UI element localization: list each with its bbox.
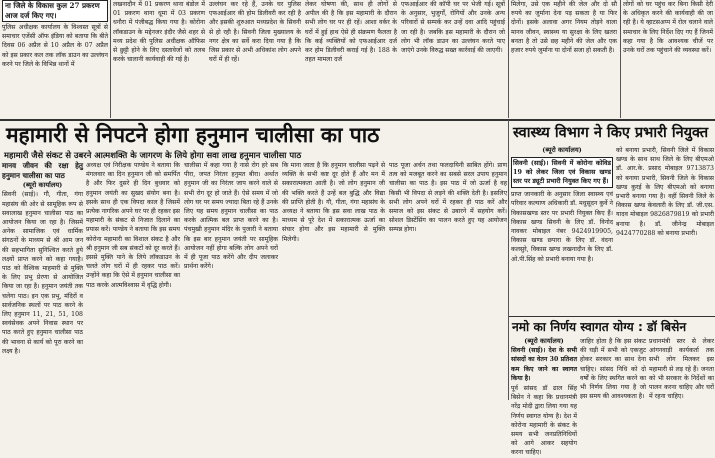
divider	[620, 0, 621, 118]
lower-col-b-text: जाहिर होता है कि इस संकट की घड़ी में सभी को एकजुट होकर सरकार का साथ देना चाहिए। सांसद निधि को दो वर्षों के लिए स्थगित करने का भी निर्णय लिया गया है जो इस समय की आवश्यकता है।	[580, 338, 646, 401]
main-col-4	[282, 161, 385, 400]
lower-col-c	[649, 337, 714, 400]
lower-col-a-text: पूर्व सांसद डॉ ढाल सिंह बिसेन ने कहा कि प्रधानमंत्री नरेंद्र मोदी द्वारा लिया गया यह निर्णय स्वागत योग्य है। देश में कोरोना महामारी के संकट के समय सभी जनप्रतिनिधियों को आगे आकर सहयोग करना चाहिए।	[511, 385, 577, 457]
main-col-5-text: पाठ पूजा अर्चन तथा फलदायिनी साबित होंगे। प्राण तत्व को मजबूत करने का सबसे सरल उपाय हनुमान चालीसा का पाठ है। इस पाठ में जो ऊर्जा है वह किसी भी विपदा से लड़ने की शक्ति देती है। इसलिए सभी लोग अपने घरों में रहकर ही पाठ करें और समाज को इस संकट से उबारने में सहयोग करें। सोशल डिस्टेंसिंग का पालन करते हुए यह आयोजन सम्पन्न होगा।	[389, 162, 507, 234]
main-subhead: महामारी जैसे संकट से उबरने आत्मशक्ति के जागरण के लिये होगा सवा लाख हनुमान चालीसा पाठ	[4, 150, 302, 160]
main-col-2-text: अध्यक्ष एवं निरीक्षक पाण्डेय ने बताया कि मंगलवार का दिन हनुमान जी को समर्पित है और फिर दुसरे ही दिन बुधवार को हनुमान जयंती का सुखद संयोग बना है। इसके साथ ही एक विपदा काल है जिसमें प्रत्येक नागरिक अपने घर पर ही रहकर इस महामारी के संकट से निजात दिलाने का प्रयास करें। पाण्डेय ने बताया कि इस समय कोरोना महामारी का विशाल संकट है और श्री हनुमान जी सब संकटों को दूर करते हैं। इससे मुक्ति पाने के लिये लॉकडाउन के चलते लोग घरों में ही रहकर पाठ करें। उन्होंने कहा कि ऐसे में हनुमान चालीसा का पाठ करके आत्मविश्वास में वृद्धि होगी।	[86, 162, 180, 289]
byline: (ब्यूरो कार्यालय)	[22, 181, 63, 190]
right-col-b-text: को बनाया प्रभारी, सिवनी जिले में विकास खण्ड के साथ साथ जिले के लिए बीएमओ डॉ. आर.के. प्रसाद मोबाइल 9713873 को बनाया प्रभारी, सिवनी जिले के विकास खण्ड कुरई के लिए बीएमओ को बनाया प्रभारी बनाया गया है। वहीं सिवनी जिले के विकास खण्ड केवलारी के लिए डॉ. जी.एस. यादव मोबाइल 9826879819 को प्रभारी बनाया है। डॉ. जीनेन्द्र मोबाइल 9424770288 को बनाया प्रभारी।	[616, 147, 714, 237]
lower-headline: नमो का निर्णय स्वागत योग्य : डॉ बिसेन	[512, 320, 687, 334]
main-col-1-lead: मानव जीवन की रक्षा हेतु हनुमान चालीसा का पाठ	[2, 161, 83, 180]
top-col-4-text: लेकर घोषणा की, साथ ही लोगों से अपील की है कि इस महामारी के दौरान सभी लोग घर पर ही रहें। आशा वर्कर के घरों में हुई हाथ ऐसे ही संक्रमण फैलता है कि कई व्यक्तियों को एफआईआर दर्ज कर होम डिलीवरी कराई गई है। 188 के तहत मामला दर्ज	[305, 1, 397, 64]
lower-lead: सिवनी (साई)। देश के सभी सांसदों का वेतन 30 प्रतिशत कम किए जाने का स्वागत किया है।	[511, 347, 577, 382]
right-lead: सिवनी (साई)। सिवनी में कोरोना कोविड 19 को लेकर जिला एवं विकास खण्ड स्तर पर ड्यूटी प्रभारी नियुक्त किए गए हैं।	[511, 157, 613, 188]
main-col-2	[86, 161, 180, 400]
main-headline: महामारी से निपटने होगा हनुमान चालीसा का पाठ	[6, 123, 380, 147]
main-col-3-text: चालीसा में कहा गया है नासे रोग हरे सब पीरा, जपत निरंतर हनुमत बीरा। अर्थात हनुमान जी का निरंतर जाप करने वाले से सभी रोग दूर हो जाते हैं। ऐसे समय में जो लोग घर पर समय ज्यादा बिता रहे हैं उनके लिए यह समय हनुमान चालीसा का पाठ करके आत्मिक बल प्राप्त करने का है। पंचमुखी हनुमान मंदिर के पुजारी ने बताया कि इस बार हनुमान जयंती पर सामूहिक आयोजन नहीं होगा बल्कि लोग अपने घरों में ही पूजा पाठ करेंगे और दीप जलाकर प्रार्थना करेंगे।	[184, 162, 278, 271]
main-col-5	[389, 161, 507, 400]
divider	[110, 0, 111, 118]
lower-col-c-text: प्रधानमंत्री स्तर से लेकर आंगनवाड़ी कार्यकर्ता तक सभी लोग मिलकर इस महामारी से लड़ रहे हैं। जनता को भी सरकार के निर्देशों का पालन करना चाहिए और घरों में रहना चाहिए।	[649, 338, 714, 401]
top-col-3	[209, 0, 301, 118]
main-col-4-text: कि माना जाता है कि हनुमान चालीसा पढ़ने से व्यक्ति के सभी कष्ट दूर होते हैं और मन में सकारात्मकता आती है। जो लोग हनुमान जी की भक्ति करते हैं उन्हें बल बुद्धि और विद्या की प्राप्ति होती है। गौ, गीता, गंगा महासंघ के अध्यक्ष ने बताया कि इस सवा लाख पाठ के माध्यम से पूरे देश में सकारात्मक ऊर्जा का संचार होगा और इस महामारी से मुक्ति मिलेगी।	[282, 162, 385, 243]
top-col-1-text: पुलिस अधीक्षक कार्यालय के विश्वस्त सूत्रों से समाचार एजेंसी ऑफ इंडिया को बताया कि बीते दिवस 06 अप्रैल से 10 अप्रैल के 07 अप्रैल को इस प्रकार कल तक लॉक डाउन का उल्लंघन करने पर जिले के विभिन्न थानों में	[2, 24, 108, 68]
lower-col-b	[580, 337, 646, 400]
main-col-1	[2, 161, 83, 400]
byline: (ब्यूरो कार्यालय)	[542, 146, 582, 154]
top-col-1-boxed-2: आज दर्ज किए गए।	[5, 11, 57, 20]
top-col-2	[113, 0, 205, 118]
divider	[508, 0, 509, 118]
right-col-a-text: प्राप्त जानकारी के अनुसार जिला स्वास्थ्य एवं परिवार कल्याण अधिकारी डॉ. मधुसूदन कुर्वे ने विकासखण्ड स्तर पर प्रभारी नियुक्त किए हैं। विकास खण्ड सिवनी के लिए डॉ. विनोद नावकर मोबाइल नंबर 9424919905, विकास खण्ड छपारा के लिए डॉ. वंदना कलसुरे, विकास खण्ड लखनादौन के लिए डॉ. ओ.पी.सिंह को प्रभारी बनाया गया है।	[511, 191, 613, 263]
right-col-b	[616, 146, 714, 316]
divider	[508, 120, 509, 400]
top-col-2-text: लखनादौन में 01 प्रकरण थाना बंडोल में 01 प्रकरण थाना धूमा में 03 प्रकरण धनौरा में पंजीबद्ध किया गया है। कोरोना लॉकडाउन के मद्देनजर इंदौर जैसे शहर से मध्य प्रदेश की पुलिस अधीक्षक ऑफिस से छुट्टी होने के लिए दस्तावेजों को तलब करके चालानी कार्यवाही की गई है।	[113, 1, 205, 64]
top-col-1	[2, 0, 108, 118]
top-col-3-text: उल्लंघन कर रहे हैं, उनके घर पुलिस एफआईआर की होम डिलीवरी कर रही है और इसकी शुरुआत मध्यप्रदेश के सिवनी से हो रही है। सिवनी जिला मुख्यालय के नगर क्षेत्र का सर्वे करा दिया गया है कि जिस प्रकार से अभी अधिकांश लोग अपने घरों में ही रहें।	[209, 1, 301, 64]
top-col-7-text: लोगों को घर पहुंच कर बिना किसी देरी के अधिकृत करने की कार्यवाही की जा रही है। ये व्हाटसअप्प में रोल चलाने वाले समाचार के लिए निर्देश दिए गए हैं जिनमें कहा गया है कि आवश्यक चीजें पर उनके घरों तक पहुंचाने की व्यवस्था करें।	[623, 1, 713, 55]
top-col-7	[623, 0, 713, 118]
byline: (ब्यूरो कार्यालय)	[524, 337, 564, 345]
main-col-1-text: सिवनी (साई)। गौ, गीता, गंगा महासंघ की ओर से सामूहिक रूप से सवालाख हनुमान चालीसा पाठ का आयोजन किया जा रहा है। जिसमें अनेक सामाजिक एवं धार्मिक संगठनों के माध्यम से श्री आम जन की सहभागिता सुनिश्चित करते हुये लक्ष्यों प्राप्त करने को कहा गयाहै। पाठ को वैश्विक माहमारी से मुक्ति के लिए प्रभु प्रेरणा से आयोजित किया जा रहा है। हनुमान जयंती तक चलेगा पाठ। इन एक प्रभु, मंदिरों व सार्वजनिक स्थलों पर पाठ करने के लिए हनुमान 11, 21, 51, 108 स्वयंसेवक अपने निवास स्थान पर पाठ करते हुए हनुमान चालीसा पाठ की भावना से कार्य को पूरा करने का लक्ष्य है।	[2, 191, 83, 355]
top-col-6-text: मिलेगा, उसे एक महीने की जेल और दो सौ रुपये का जुर्माना देना पड़ सकता है या फिर दोनों। इसके अलावा अगर नियम तोड़ने वाला मानव जीवन, स्वास्थ्य या सुरक्षा के लिए खतरा बनता है तो उसे छह महीने की जेल और एक हजार रुपये जुर्माना या दोनों सजा हो सकती है।	[511, 1, 617, 55]
right-col-a	[511, 146, 613, 316]
main-col-3	[184, 161, 278, 400]
top-col-5-text: एफआईआर की कॉपी घर पर भेजी गई। सूत्रों के अनुसार, भुजुर्गों, रोगियों और उनके अन्य परिवारों से सम्पर्क कर उन्हें दवा आदि पहुंचाई जा रही है। जबकि इस महामारी के दौरान जो लोग भी लॉक डाउन का उल्लंघन करते पाए जाएंगे उनके विरुद्ध सख्त कार्रवाई की जाएगी।	[401, 1, 505, 55]
top-col-5	[401, 0, 505, 118]
top-col-1-boxed: ना जिले के विकास कुल 27 प्रकरण	[5, 1, 100, 10]
top-col-4	[305, 0, 397, 118]
top-col-6	[511, 0, 617, 118]
right-headline: स्वास्थ्य विभाग ने किए प्रभारी नियुक्त	[513, 125, 709, 141]
lower-col-a	[511, 337, 577, 457]
